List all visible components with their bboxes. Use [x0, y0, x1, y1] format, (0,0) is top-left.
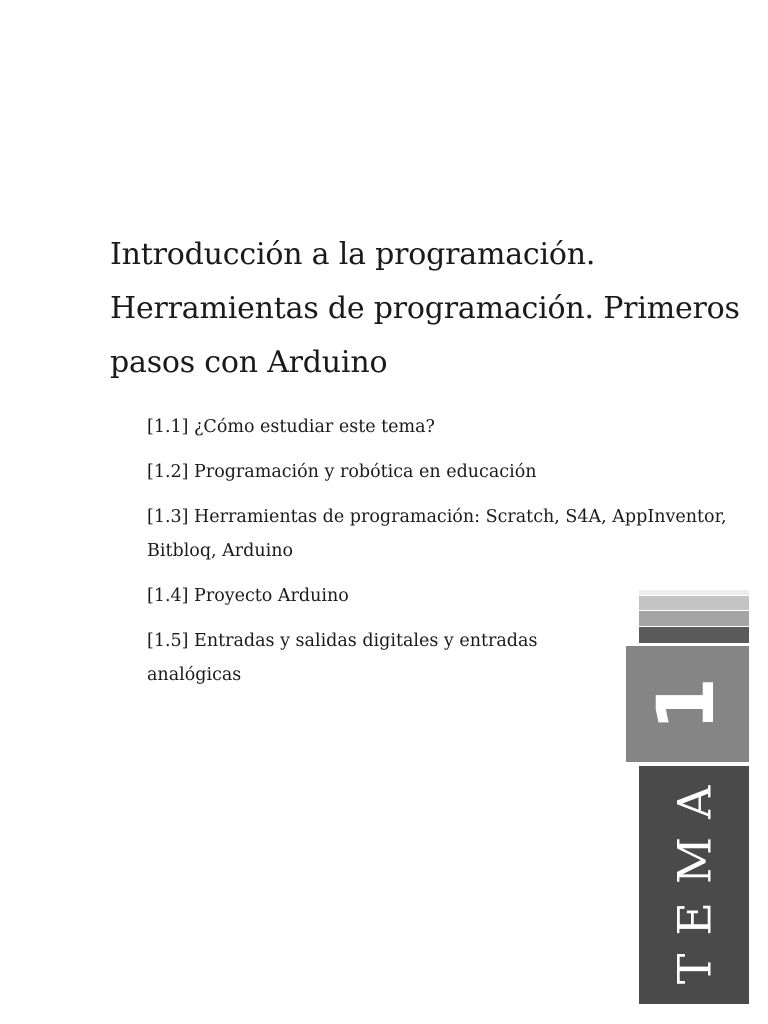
toc-item-1-2	[147, 455, 757, 489]
document-title	[110, 228, 750, 390]
decorative-stripe	[639, 611, 749, 626]
title-line: pasos con Arduino	[110, 345, 388, 380]
chapter-side-tab	[626, 588, 750, 1004]
toc-item-1-3	[147, 500, 757, 568]
toc-item-1-1	[147, 410, 757, 444]
toc-item-text: Bitbloq, Arduino	[147, 541, 294, 561]
chapter-number: 1	[642, 676, 733, 732]
toc-item-text: [1.2] Programación y robótica en educación	[147, 462, 537, 482]
toc-item-text: [1.5] Entradas y salidas digitales y entradas	[147, 631, 538, 651]
chapter-label: TEMA	[667, 767, 721, 985]
toc-item-text: [1.1] ¿Cómo estudiar este tema?	[147, 417, 435, 437]
toc-item-text: [1.4] Proyecto Arduino	[147, 586, 349, 606]
decorative-stripe	[639, 627, 749, 643]
decorative-stripe	[639, 590, 749, 595]
title-line: Introducción a la programación.	[110, 237, 596, 272]
chapter-number-box	[626, 646, 749, 762]
decorative-stripe	[639, 596, 749, 610]
toc-item-text: analógicas	[147, 665, 242, 685]
title-line: Herramientas de programación. Primeros	[110, 291, 740, 326]
toc-item-text: [1.3] Herramientas de programación: Scratch, S4A, AppInventor,	[147, 507, 727, 527]
chapter-label-box	[639, 766, 749, 1004]
